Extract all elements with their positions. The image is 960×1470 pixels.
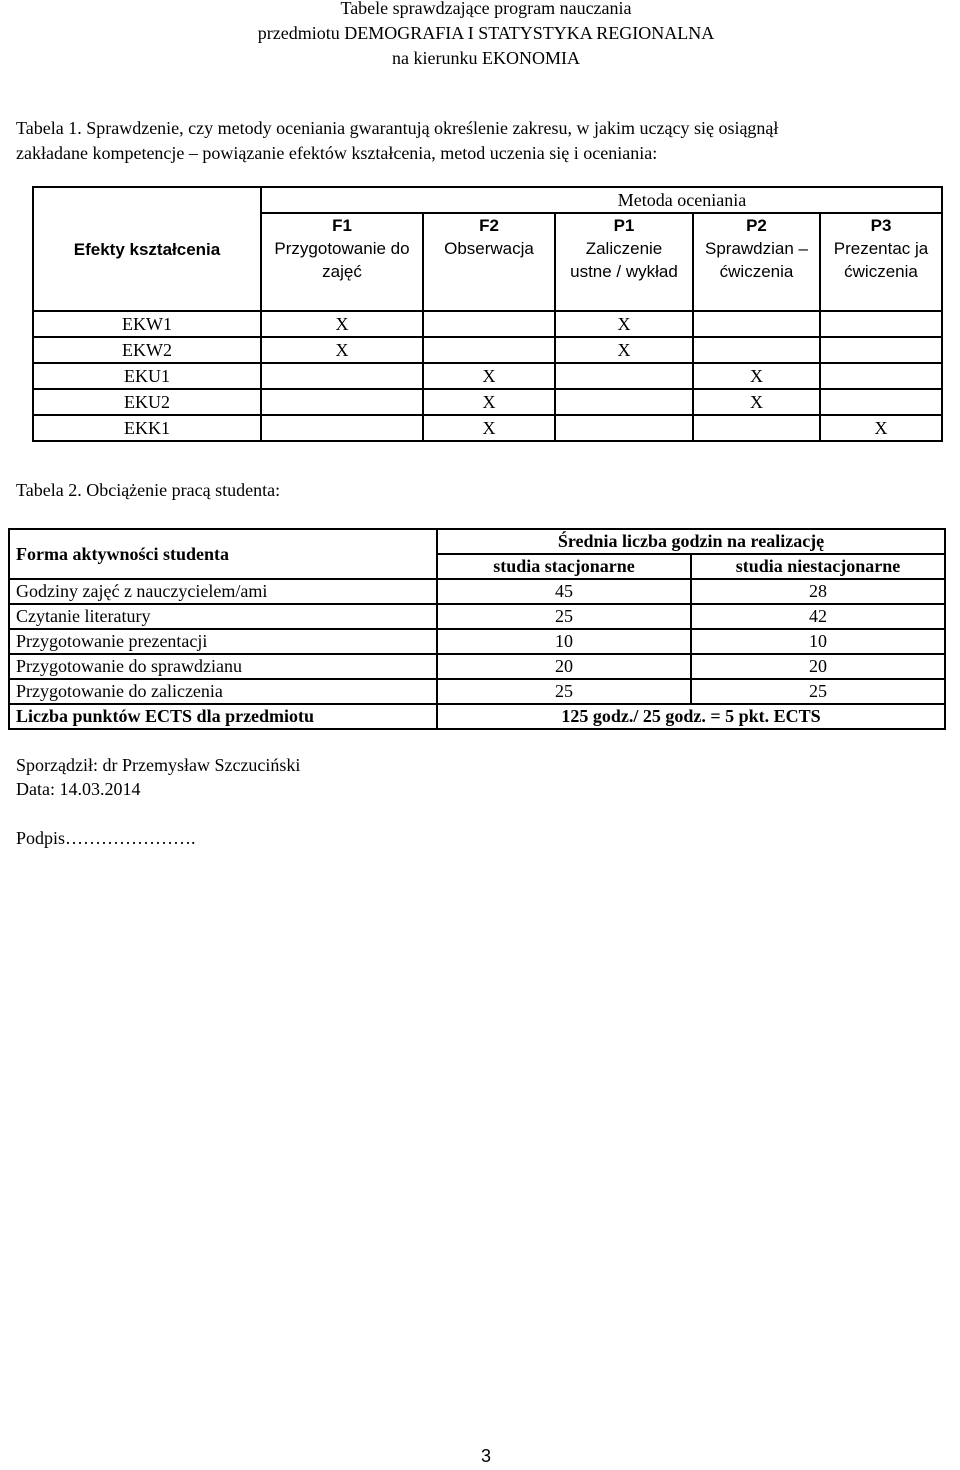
table-row (9, 679, 945, 704)
effect-cell: EKW1 (33, 311, 261, 337)
mark-cell (693, 311, 820, 337)
activity-cell: Czytanie literatury (9, 604, 437, 629)
header-p1-code: P1 (613, 216, 635, 235)
header-line-2: przedmiotu DEMOGRAFIA I STATYSTYKA REGIONALNA (257, 23, 715, 43)
stationary-cell: 10 (437, 629, 691, 654)
mark-cell (261, 389, 423, 415)
mark-cell: X (423, 415, 555, 441)
header-line-1: Tabele sprawdzające program nauczania (340, 0, 632, 18)
table-row (33, 337, 942, 363)
header-f2-code: F2 (479, 216, 499, 235)
mark-cell: X (261, 311, 423, 337)
stationary-cell: 25 (437, 604, 691, 629)
header-f1-name: Przygotowanie do zajęć (274, 239, 410, 281)
mark-cell (820, 337, 942, 363)
header-assessment-method: Metoda oceniania (423, 187, 942, 213)
signature: Podpis…………………. (16, 828, 196, 848)
mark-cell (555, 389, 693, 415)
table-row (33, 311, 942, 337)
table-row (9, 604, 945, 629)
prepared-by: Sporządził: dr Przemysław Szczuciński (16, 755, 301, 775)
header-p1-name: Zaliczenie ustne / wykład (570, 239, 678, 281)
mark-cell (820, 389, 942, 415)
nonstationary-cell: 25 (691, 679, 945, 704)
mark-cell (555, 363, 693, 389)
student-workload-table (8, 528, 946, 730)
total-value: 125 godz./ 25 godz. = 5 pkt. ECTS (437, 704, 945, 729)
header-f2-name: Obserwacja (444, 239, 534, 258)
header-p3 (820, 213, 942, 311)
table1-caption (16, 116, 960, 166)
nonstationary-cell: 28 (691, 579, 945, 604)
caption-line-1: Tabela 1. Sprawdzenie, czy metody oceniania gwarantują określenie zakresu, w jakim uczący się osiągnął (16, 118, 779, 138)
header-p2 (693, 213, 820, 311)
stationary-cell: 25 (437, 679, 691, 704)
header-average-hours: Średnia liczba godzin na realizację (437, 529, 945, 554)
effect-cell: EKK1 (33, 415, 261, 441)
header-spacer (261, 187, 423, 213)
caption-line-2: zakładane kompetencje – powiązanie efektów kształcenia, metod uczenia się i oceniania: (16, 143, 658, 163)
effect-cell: EKU1 (33, 363, 261, 389)
activity-cell: Przygotowanie do zaliczenia (9, 679, 437, 704)
mark-cell (693, 337, 820, 363)
mark-cell (693, 415, 820, 441)
header-p2-code: P2 (746, 216, 767, 235)
total-label: Liczba punktów ECTS dla przedmiotu (9, 704, 437, 729)
mark-cell (820, 363, 942, 389)
mark-cell (555, 415, 693, 441)
activity-cell: Przygotowanie prezentacji (9, 629, 437, 654)
header-f1-code: F1 (332, 216, 352, 235)
header-nonstationary: studia niestacjonarne (691, 554, 945, 579)
document-header (0, 0, 960, 71)
mark-cell: X (423, 389, 555, 415)
nonstationary-cell: 20 (691, 654, 945, 679)
mark-cell (820, 311, 942, 337)
header-p3-name: Prezentac ja ćwiczenia (833, 239, 929, 281)
header-f2 (423, 213, 555, 311)
table-row (33, 389, 942, 415)
stationary-cell: 20 (437, 654, 691, 679)
mark-cell: X (555, 311, 693, 337)
effect-cell: EKW2 (33, 337, 261, 363)
mark-cell: X (693, 389, 820, 415)
header-p2-name: Sprawdzian – ćwiczenia (704, 239, 808, 281)
mark-cell: X (261, 337, 423, 363)
mark-cell (423, 311, 555, 337)
page-number: 3 (480, 1446, 491, 1466)
stationary-cell: 45 (437, 579, 691, 604)
header-stationary: studia stacjonarne (437, 554, 691, 579)
header-activity: Forma aktywności studenta (9, 529, 437, 579)
effect-cell: EKU2 (33, 389, 261, 415)
assessment-methods-table (32, 186, 943, 442)
table-row (9, 579, 945, 604)
mark-cell (261, 363, 423, 389)
mark-cell: X (693, 363, 820, 389)
total-row (9, 704, 945, 729)
mark-cell: X (423, 363, 555, 389)
table-row (9, 654, 945, 679)
table-row (33, 415, 942, 441)
header-p3-code: P3 (870, 216, 892, 235)
activity-cell: Godziny zajęć z nauczycielem/ami (9, 579, 437, 604)
table-row (9, 629, 945, 654)
header-p1 (555, 213, 693, 311)
mark-cell (423, 337, 555, 363)
mark-cell: X (820, 415, 942, 441)
mark-cell: X (555, 337, 693, 363)
nonstationary-cell: 42 (691, 604, 945, 629)
header-effects: Efekty kształcenia (33, 187, 261, 311)
nonstationary-cell: 10 (691, 629, 945, 654)
header-f1 (261, 213, 423, 311)
mark-cell (261, 415, 423, 441)
header-line-3: na kierunku EKONOMIA (392, 48, 580, 68)
table-row (33, 363, 942, 389)
table2-caption: Tabela 2. Obciążenie pracą studenta: (16, 480, 281, 500)
activity-cell: Przygotowanie do sprawdzianu (9, 654, 437, 679)
date: Data: 14.03.2014 (16, 779, 141, 799)
